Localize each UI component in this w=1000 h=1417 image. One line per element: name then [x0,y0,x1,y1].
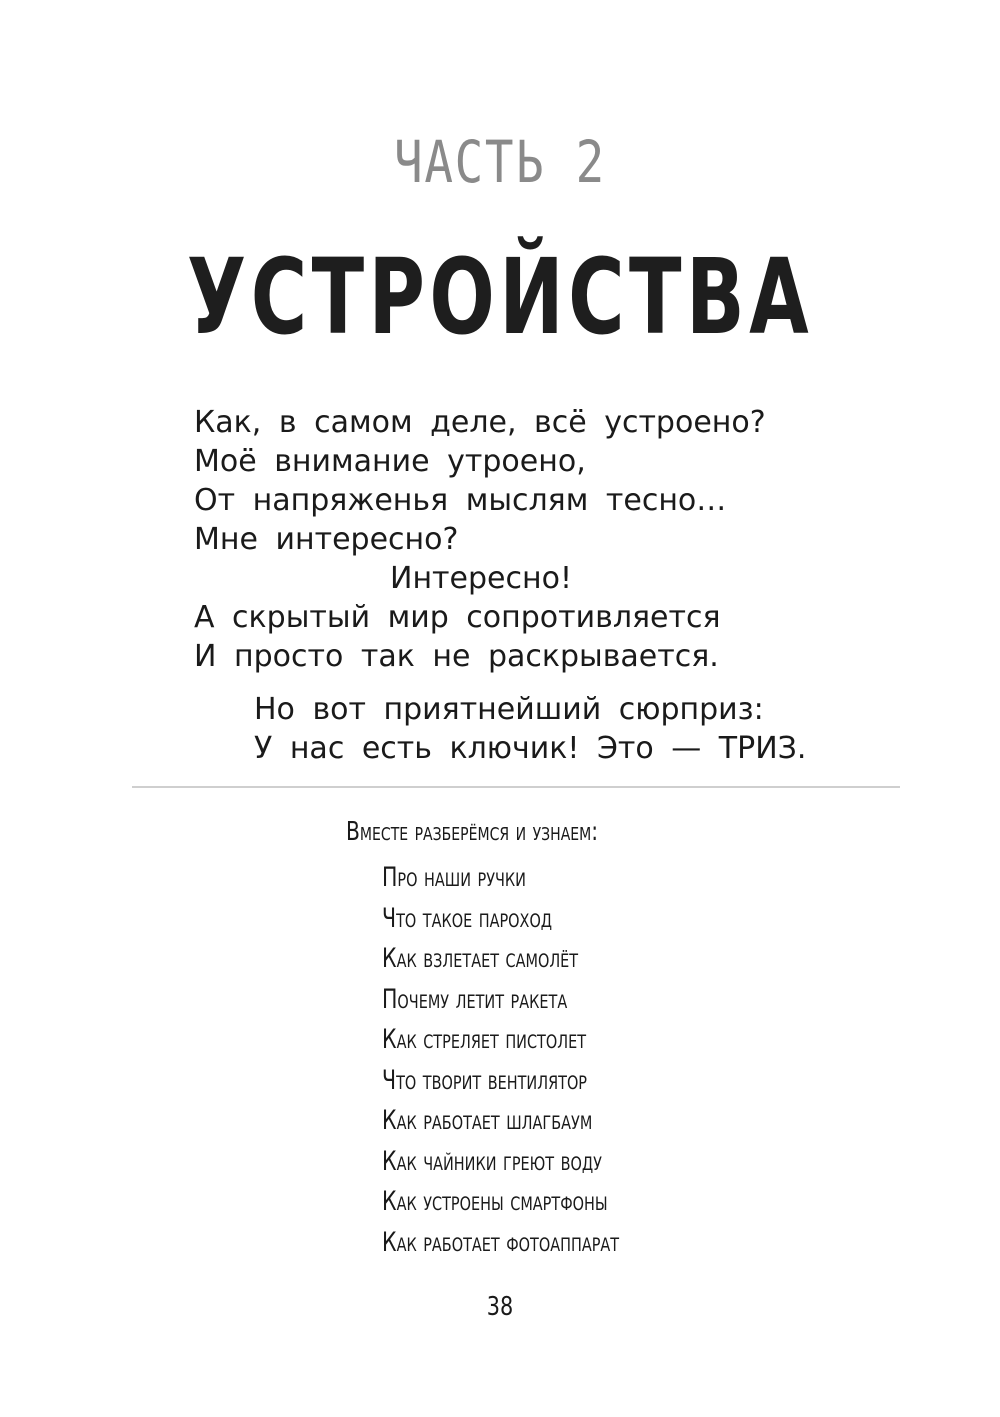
toc-item: Как чайники греют воду [382,1145,602,1177]
toc-item: Что такое пароход [382,902,553,934]
toc-item: Как работает шлагбаум [382,1105,593,1136]
poem-line: А скрытый мир сопротивляется [194,600,721,635]
toc-item: Что творит вентилятор [382,1064,588,1096]
part-label: ЧАСТЬ 2 [394,128,606,196]
toc-item: Как устроены смартфоны [382,1186,608,1217]
poem-line: Мне интересно? [194,522,459,557]
poem-line: Как, в самом деле, всё устроено? [194,405,766,440]
poem-line: Но вот приятнейший сюрприз: [254,692,764,727]
toc-list [382,858,694,1263]
section-divider [132,786,900,788]
chapter-title: УСТРОЙСТВА [186,236,814,358]
poem-line: И просто так не раскрывается. [194,639,719,674]
toc-item: Как работает фотоаппарат [382,1226,620,1258]
toc-item: Про наши ручки [382,862,526,893]
poem-line: У нас есть ключик! Это — ТРИЗ. [254,731,807,766]
page-number: 38 [486,1292,514,1322]
toc-item: Как взлетает самолёт [382,943,579,974]
poem-stanza-1 [194,403,874,676]
toc-heading: Вместе разберёмся и узнаем: [346,817,599,847]
poem-line: Моё внимание утроено, [194,444,586,479]
poem-line: Интересно! [390,561,572,596]
poem-line: От напряженья мыслям тесно… [194,483,727,518]
toc-item: Почему летит ракета [382,983,568,1015]
poem-stanza-2 [254,690,914,768]
toc-item: Как стреляет пистолет [382,1024,587,1055]
